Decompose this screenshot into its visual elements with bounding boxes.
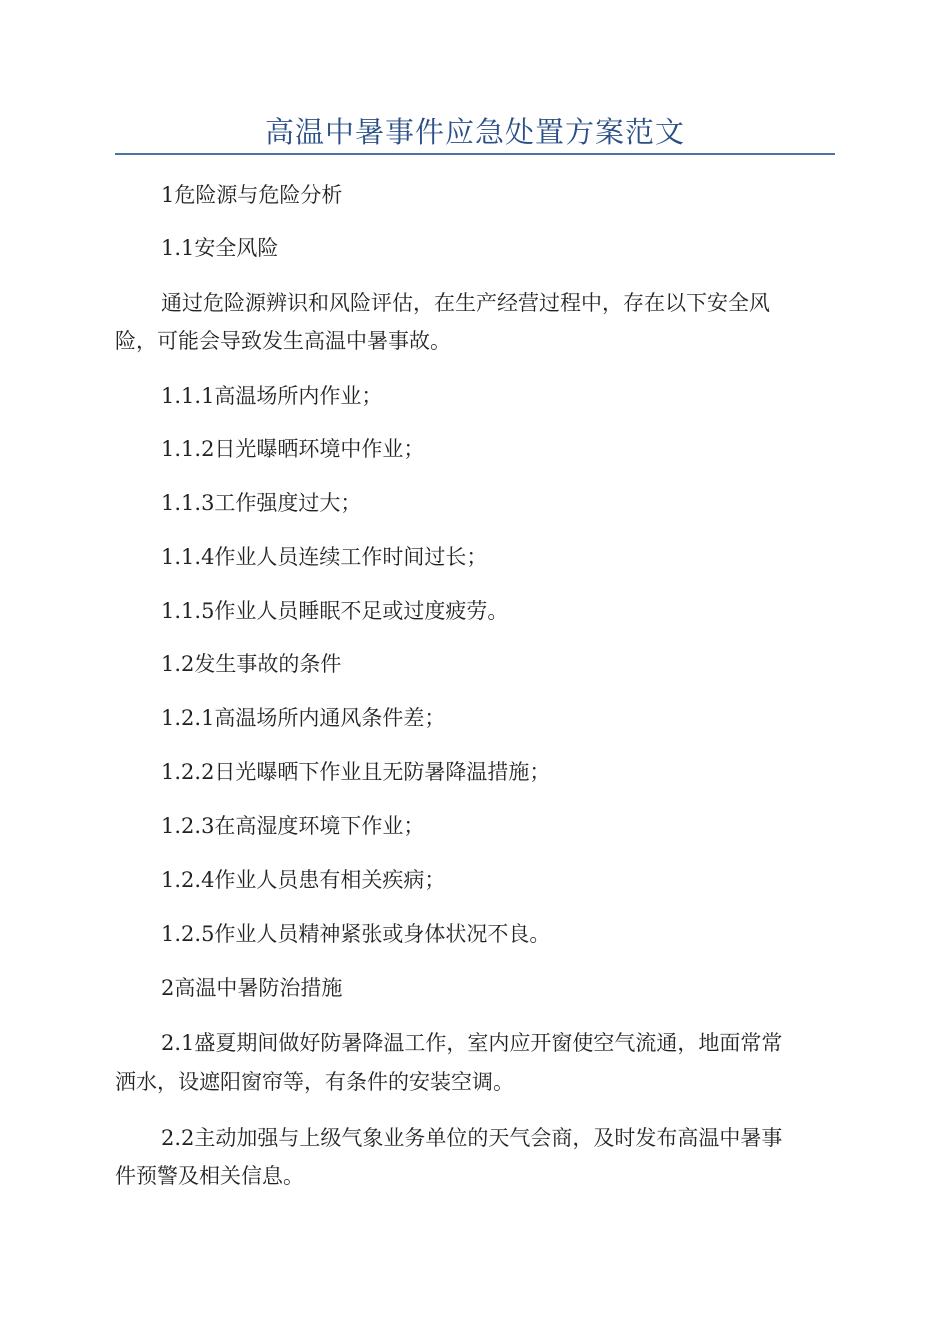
list-item: 1.2.3在高湿度环境下作业； <box>161 814 425 838</box>
list-item: 1.2.2日光曝晒下作业且无防暑降温措施； <box>161 760 551 784</box>
paragraph-line: 2.1盛夏期间做好防暑降温工作，室内应开窗使空气流通，地面常常 <box>161 1031 783 1055</box>
list-item: 1.1.3工作强度过大； <box>161 491 362 515</box>
paragraph-line: 件预警及相关信息。 <box>115 1164 304 1188</box>
paragraph-line: 洒水，设遮阳窗帘等，有条件的安装空调。 <box>115 1070 514 1094</box>
list-item: 1.1.2日光曝晒环境中作业； <box>161 437 425 461</box>
subsection-heading: 1.1安全风险 <box>161 236 279 260</box>
list-item: 1.2.5作业人员精神紧张或身体状况不良。 <box>161 922 551 946</box>
list-item: 1.2.4作业人员患有相关疾病； <box>161 868 446 892</box>
list-item: 1.2.1高温场所内通风条件差； <box>161 706 446 730</box>
paragraph-line: 险，可能会导致发生高温中暑事故。 <box>115 329 451 353</box>
section-heading: 1危险源与危险分析 <box>161 183 343 207</box>
paragraph-line: 2.2主动加强与上级气象业务单位的天气会商，及时发布高温中暑事 <box>161 1126 783 1150</box>
document-title: 高温中暑事件应急处置方案范文 <box>264 115 685 149</box>
title-underline <box>115 153 835 155</box>
paragraph-line: 通过危险源辨识和风险评估，在生产经营过程中，存在以下安全风 <box>161 291 770 315</box>
subsection-heading: 1.2发生事故的条件 <box>161 652 342 676</box>
list-item: 1.1.1高温场所内作业； <box>161 384 383 408</box>
list-item: 1.1.5作业人员睡眠不足或过度疲劳。 <box>161 599 509 623</box>
list-item: 1.1.4作业人员连续工作时间过长； <box>161 545 488 569</box>
section-heading: 2高温中暑防治措施 <box>161 976 343 1000</box>
